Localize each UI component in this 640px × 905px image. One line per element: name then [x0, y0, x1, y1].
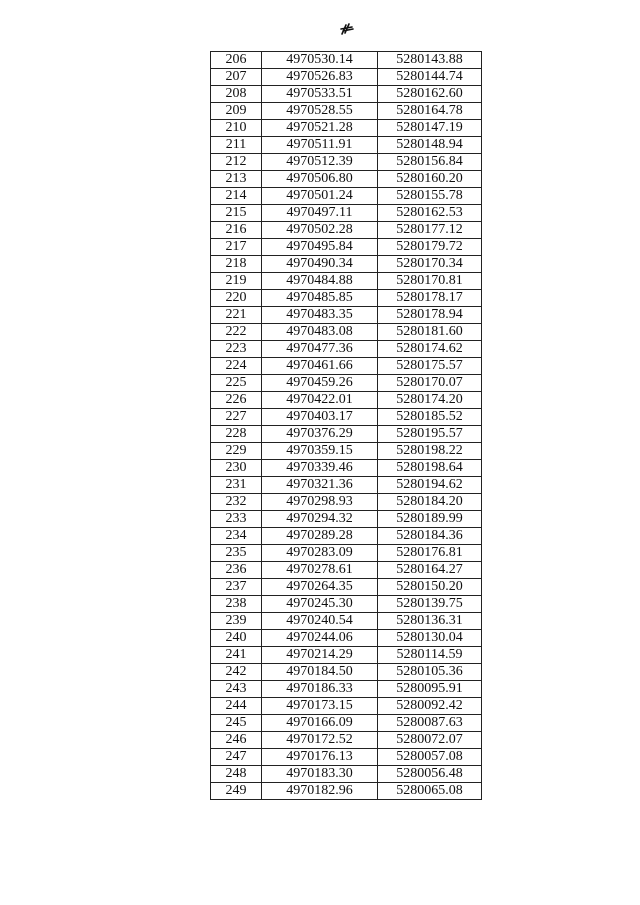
x-coordinate-cell: 4970244.06: [262, 630, 378, 647]
x-coordinate-cell: 4970477.36: [262, 341, 378, 358]
y-coordinate-cell: 5280174.20: [378, 392, 482, 409]
point-number-cell: 221: [211, 307, 262, 324]
y-coordinate-cell: 5280147.19: [378, 120, 482, 137]
y-coordinate-cell: 5280164.27: [378, 562, 482, 579]
x-coordinate-cell: 4970173.15: [262, 698, 378, 715]
table-row: [211, 358, 482, 375]
point-number-cell: 210: [211, 120, 262, 137]
point-number-cell: 216: [211, 222, 262, 239]
point-number-cell: 222: [211, 324, 262, 341]
y-coordinate-cell: 5280144.74: [378, 69, 482, 86]
y-coordinate-cell: 5280194.62: [378, 477, 482, 494]
table-row: [211, 528, 482, 545]
y-coordinate-cell: 5280170.34: [378, 256, 482, 273]
point-number-cell: 244: [211, 698, 262, 715]
table-row: [211, 205, 482, 222]
x-coordinate-cell: 4970526.83: [262, 69, 378, 86]
x-coordinate-cell: 4970214.29: [262, 647, 378, 664]
y-coordinate-cell: 5280155.78: [378, 188, 482, 205]
table-row: [211, 596, 482, 613]
y-coordinate-cell: 5280189.99: [378, 511, 482, 528]
point-number-cell: 209: [211, 103, 262, 120]
coordinates-table-body: [211, 52, 482, 800]
x-coordinate-cell: 4970298.93: [262, 494, 378, 511]
y-coordinate-cell: 5280175.57: [378, 358, 482, 375]
point-number-cell: 246: [211, 732, 262, 749]
x-coordinate-cell: 4970289.28: [262, 528, 378, 545]
y-coordinate-cell: 5280130.04: [378, 630, 482, 647]
table-row: [211, 290, 482, 307]
table-row: [211, 443, 482, 460]
x-coordinate-cell: 4970506.80: [262, 171, 378, 188]
table-row: [211, 188, 482, 205]
table-row: [211, 783, 482, 800]
x-coordinate-cell: 4970501.24: [262, 188, 378, 205]
x-coordinate-cell: 4970461.66: [262, 358, 378, 375]
table-row: [211, 375, 482, 392]
x-coordinate-cell: 4970490.34: [262, 256, 378, 273]
y-coordinate-cell: 5280184.20: [378, 494, 482, 511]
coordinates-table: [210, 51, 482, 800]
point-number-cell: 235: [211, 545, 262, 562]
point-number-cell: 240: [211, 630, 262, 647]
point-number-cell: 214: [211, 188, 262, 205]
point-number-cell: 223: [211, 341, 262, 358]
table-row: [211, 273, 482, 290]
y-coordinate-cell: 5280156.84: [378, 154, 482, 171]
x-coordinate-cell: 4970176.13: [262, 749, 378, 766]
y-coordinate-cell: 5280057.08: [378, 749, 482, 766]
table-row: [211, 409, 482, 426]
point-number-cell: 225: [211, 375, 262, 392]
point-number-cell: 231: [211, 477, 262, 494]
x-coordinate-cell: 4970245.30: [262, 596, 378, 613]
table-row: [211, 613, 482, 630]
y-coordinate-cell: 5280143.88: [378, 52, 482, 69]
table-row: [211, 103, 482, 120]
y-coordinate-cell: 5280176.81: [378, 545, 482, 562]
point-number-cell: 229: [211, 443, 262, 460]
point-number-cell: 238: [211, 596, 262, 613]
point-number-cell: 241: [211, 647, 262, 664]
table-row: [211, 494, 482, 511]
x-coordinate-cell: 4970339.46: [262, 460, 378, 477]
table-row: [211, 171, 482, 188]
y-coordinate-cell: 5280148.94: [378, 137, 482, 154]
y-coordinate-cell: 5280162.53: [378, 205, 482, 222]
point-number-cell: 227: [211, 409, 262, 426]
point-number-cell: 247: [211, 749, 262, 766]
y-coordinate-cell: 5280174.62: [378, 341, 482, 358]
table-row: [211, 732, 482, 749]
x-coordinate-cell: 4970294.32: [262, 511, 378, 528]
point-number-cell: 219: [211, 273, 262, 290]
point-number-cell: 242: [211, 664, 262, 681]
point-number-cell: 236: [211, 562, 262, 579]
x-coordinate-cell: 4970521.28: [262, 120, 378, 137]
point-number-cell: 232: [211, 494, 262, 511]
x-coordinate-cell: 4970533.51: [262, 86, 378, 103]
y-coordinate-cell: 5280170.81: [378, 273, 482, 290]
x-coordinate-cell: 4970172.52: [262, 732, 378, 749]
x-coordinate-cell: 4970502.28: [262, 222, 378, 239]
table-row: [211, 86, 482, 103]
page-mark-icon: [340, 22, 354, 36]
x-coordinate-cell: 4970359.15: [262, 443, 378, 460]
x-coordinate-cell: 4970403.17: [262, 409, 378, 426]
point-number-cell: 208: [211, 86, 262, 103]
point-number-cell: 226: [211, 392, 262, 409]
point-number-cell: 224: [211, 358, 262, 375]
point-number-cell: 212: [211, 154, 262, 171]
y-coordinate-cell: 5280164.78: [378, 103, 482, 120]
table-row: [211, 324, 482, 341]
point-number-cell: 218: [211, 256, 262, 273]
table-row: [211, 52, 482, 69]
table-row: [211, 120, 482, 137]
table-row: [211, 222, 482, 239]
y-coordinate-cell: 5280162.60: [378, 86, 482, 103]
table-row: [211, 69, 482, 86]
x-coordinate-cell: 4970483.08: [262, 324, 378, 341]
table-row: [211, 392, 482, 409]
point-number-cell: 234: [211, 528, 262, 545]
x-coordinate-cell: 4970182.96: [262, 783, 378, 800]
point-number-cell: 213: [211, 171, 262, 188]
x-coordinate-cell: 4970376.29: [262, 426, 378, 443]
x-coordinate-cell: 4970422.01: [262, 392, 378, 409]
table-row: [211, 256, 482, 273]
point-number-cell: 239: [211, 613, 262, 630]
point-number-cell: 211: [211, 137, 262, 154]
point-number-cell: 217: [211, 239, 262, 256]
y-coordinate-cell: 5280185.52: [378, 409, 482, 426]
x-coordinate-cell: 4970528.55: [262, 103, 378, 120]
table-row: [211, 511, 482, 528]
y-coordinate-cell: 5280198.64: [378, 460, 482, 477]
y-coordinate-cell: 5280139.75: [378, 596, 482, 613]
y-coordinate-cell: 5280105.36: [378, 664, 482, 681]
table-row: [211, 715, 482, 732]
y-coordinate-cell: 5280095.91: [378, 681, 482, 698]
y-coordinate-cell: 5280195.57: [378, 426, 482, 443]
y-coordinate-cell: 5280150.20: [378, 579, 482, 596]
y-coordinate-cell: 5280198.22: [378, 443, 482, 460]
table-row: [211, 698, 482, 715]
x-coordinate-cell: 4970278.61: [262, 562, 378, 579]
x-coordinate-cell: 4970283.09: [262, 545, 378, 562]
table-row: [211, 664, 482, 681]
table-row: [211, 579, 482, 596]
x-coordinate-cell: 4970183.30: [262, 766, 378, 783]
y-coordinate-cell: 5280178.94: [378, 307, 482, 324]
point-number-cell: 248: [211, 766, 262, 783]
point-number-cell: 233: [211, 511, 262, 528]
point-number-cell: 215: [211, 205, 262, 222]
point-number-cell: 249: [211, 783, 262, 800]
table-row: [211, 477, 482, 494]
x-coordinate-cell: 4970511.91: [262, 137, 378, 154]
x-coordinate-cell: 4970321.36: [262, 477, 378, 494]
point-number-cell: 243: [211, 681, 262, 698]
point-number-cell: 207: [211, 69, 262, 86]
point-number-cell: 230: [211, 460, 262, 477]
table-row: [211, 647, 482, 664]
y-coordinate-cell: 5280160.20: [378, 171, 482, 188]
x-coordinate-cell: 4970497.11: [262, 205, 378, 222]
x-coordinate-cell: 4970483.35: [262, 307, 378, 324]
y-coordinate-cell: 5280184.36: [378, 528, 482, 545]
table-row: [211, 681, 482, 698]
x-coordinate-cell: 4970512.39: [262, 154, 378, 171]
y-coordinate-cell: 5280092.42: [378, 698, 482, 715]
table-row: [211, 630, 482, 647]
point-number-cell: 245: [211, 715, 262, 732]
x-coordinate-cell: 4970495.84: [262, 239, 378, 256]
y-coordinate-cell: 5280181.60: [378, 324, 482, 341]
table-row: [211, 239, 482, 256]
y-coordinate-cell: 5280170.07: [378, 375, 482, 392]
point-number-cell: 228: [211, 426, 262, 443]
y-coordinate-cell: 5280114.59: [378, 647, 482, 664]
point-number-cell: 237: [211, 579, 262, 596]
y-coordinate-cell: 5280056.48: [378, 766, 482, 783]
y-coordinate-cell: 5280179.72: [378, 239, 482, 256]
y-coordinate-cell: 5280136.31: [378, 613, 482, 630]
table-row: [211, 749, 482, 766]
table-row: [211, 562, 482, 579]
x-coordinate-cell: 4970484.88: [262, 273, 378, 290]
point-number-cell: 220: [211, 290, 262, 307]
x-coordinate-cell: 4970264.35: [262, 579, 378, 596]
x-coordinate-cell: 4970166.09: [262, 715, 378, 732]
y-coordinate-cell: 5280065.08: [378, 783, 482, 800]
x-coordinate-cell: 4970240.54: [262, 613, 378, 630]
table-row: [211, 307, 482, 324]
table-row: [211, 426, 482, 443]
table-row: [211, 460, 482, 477]
table-row: [211, 766, 482, 783]
table-row: [211, 137, 482, 154]
y-coordinate-cell: 5280072.07: [378, 732, 482, 749]
x-coordinate-cell: 4970186.33: [262, 681, 378, 698]
point-number-cell: 206: [211, 52, 262, 69]
x-coordinate-cell: 4970459.26: [262, 375, 378, 392]
x-coordinate-cell: 4970184.50: [262, 664, 378, 681]
table-row: [211, 341, 482, 358]
y-coordinate-cell: 5280087.63: [378, 715, 482, 732]
y-coordinate-cell: 5280177.12: [378, 222, 482, 239]
x-coordinate-cell: 4970530.14: [262, 52, 378, 69]
table-row: [211, 154, 482, 171]
table-row: [211, 545, 482, 562]
x-coordinate-cell: 4970485.85: [262, 290, 378, 307]
y-coordinate-cell: 5280178.17: [378, 290, 482, 307]
